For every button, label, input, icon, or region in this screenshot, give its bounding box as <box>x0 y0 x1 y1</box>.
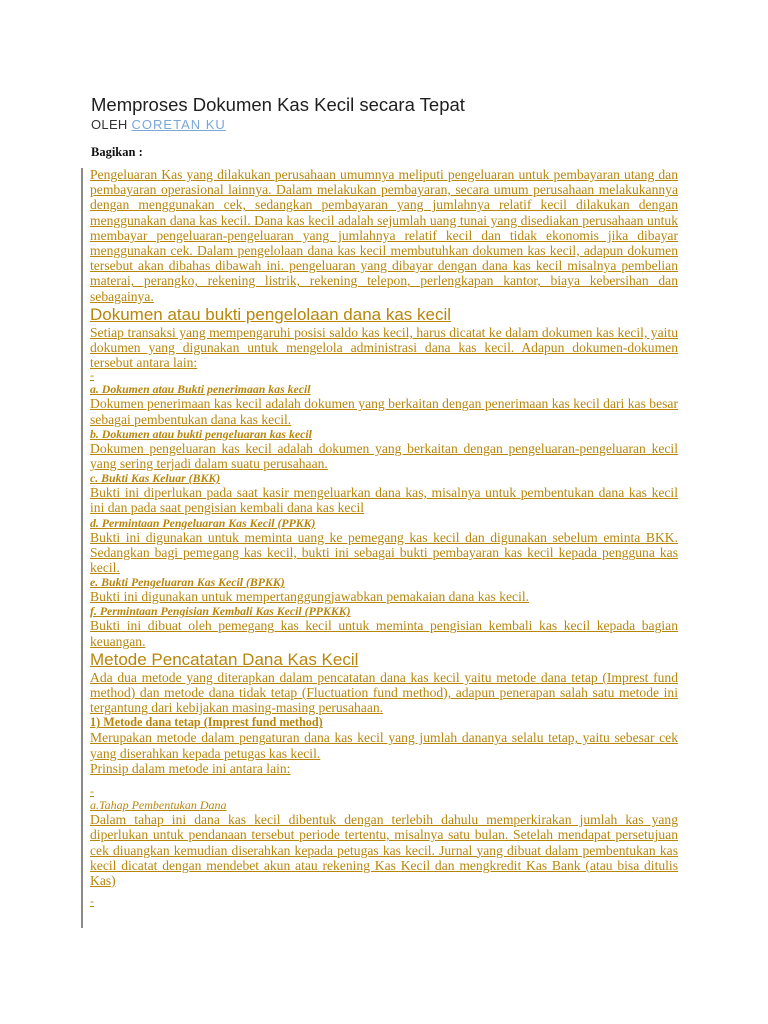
doc-item-title: a. Dokumen atau Bukti penerimaan kas kecil <box>90 382 311 397</box>
share-label: Bagikan : <box>91 145 143 159</box>
doc-item-title: f. Permintaan Pengisian Kembali Kas Kecil (PPKKK) <box>90 604 351 619</box>
doc-item-text: Dokumen pengeluaran kas kecil adalah dokumen yang berkaitan dengan pengeluaran-pengeluaran kecil yang sering terjadi dalam suatu perusahaan. <box>90 440 678 472</box>
author-link[interactable]: CORETAN KU <box>131 117 226 132</box>
stage-text: Dalam tahap ini dana kas kecil dibentuk dengan terlebih dahulu memperkirakan jumlah kas yang diperlukan untuk pendanaan tersebut periode tertentu, misalnya satu bulan. Setelah mendapat persetujuan cek diuangkan kemudian diserahkan kepada petugas kas kecil. Jurnal yang dibuat dalam pembentukan kas kecil dicatat dengan mendebet akun atau rekening Kas Kecil dan mengkredit Kas Bank (atau bisa ditulis Kas) <box>90 812 678 888</box>
byline-prefix: OLEH <box>91 117 128 132</box>
section-heading-methods: Metode Pencatatan Dana Kas Kecil <box>90 649 359 669</box>
dash-marker: - <box>90 894 94 909</box>
method-text: Merupakan metode dalam pengaturan dana kas kecil yang jumlah dananya selalu tetap, yaitu sebesar cek yang diserahkan kepada petugas kas kecil. <box>90 730 678 761</box>
page-title: Memproses Dokumen Kas Kecil secara Tepat <box>91 94 465 115</box>
doc-item-title: d. Permintaan Pengeluaran Kas Kecil (PPKK) <box>90 515 316 530</box>
stage-title: a.Tahap Pembentukan Dana <box>90 798 227 813</box>
doc-item-text: Bukti ini digunakan untuk mempertanggungjawabkan pemakaian dana kas kecil. <box>90 589 530 605</box>
dash-marker: - <box>90 784 94 799</box>
section-intro-documents: Setiap transaksi yang mempengaruhi posisi saldo kas kecil, harus dicatat ke dalam dokumen kas kecil, yaitu dokumen yang digunakan untuk mengelola administrasi dana kas kecil. Adapun dokumen-dokumen tersebut antara lain: <box>90 324 678 371</box>
doc-item-title: e. Bukti Pengeluaran Kas Kecil (BPKK) <box>90 575 285 590</box>
section-intro-methods: Ada dua metode yang diterapkan dalam pencatatan dana kas kecil yaitu metode dana tetap (Imprest fund method) dan metode dana tidak tetap (Fluctuation fund method), adapun penerapan salah satu metode ini tergantung dari kebijakan masing-masing perusahaan. <box>90 669 678 716</box>
doc-item-text: Dokumen penerimaan kas kecil adalah dokumen yang berkaitan dengan penerimaan kas kecil dari kas besar sebagai pembentukan dana kas kecil. <box>90 396 678 427</box>
principle-text: Prinsip dalam metode ini antara lain: <box>90 760 291 776</box>
left-margin-rule <box>81 168 83 928</box>
doc-item-title: b. Dokumen atau bukti pengeluaran kas kecil <box>90 426 312 441</box>
dash-marker: - <box>90 368 94 383</box>
doc-item-text: Bukti ini diperlukan pada saat kasir mengeluarkan dana kas, misalnya untuk pembentukan dana kas kecil ini dan pada saat pengisian kembali dana kas kecil <box>90 485 678 516</box>
byline <box>91 117 226 132</box>
doc-item-text: Bukti ini dibuat oleh pemegang kas kecil untuk meminta pengisian kembali kas kecil kepada bagian keuangan. <box>90 618 678 649</box>
section-heading-documents: Dokumen atau bukti pengelolaan dana kas kecil <box>90 304 452 324</box>
method-title: 1) Metode dana tetap (Imprest fund method) <box>90 715 323 730</box>
doc-item-text: Bukti ini digunakan untuk meminta uang ke pemegang kas kecil dan digunakan sebelum eminta BKK. Sedangkan bagi pemegang kas kecil, bukti ini sebagai bukti pembayaran kas kecil kepada pengguna kas kecil. <box>90 529 678 576</box>
article-body <box>90 167 678 908</box>
intro-paragraph: Pengeluaran Kas yang dilakukan perusahaan umumnya meliputi pengeluaran untuk pembayaran utang dan pembayaran operasional lainnya. Dalam melakukan pembayaran, secara umum perusahaan melakukannya dengan menggunakan cek, sedangkan pembayaran yang jumlahnya relatif kecil dilakukan dengan menggunakan dana kas kecil. Dana kas kecil adalah sejumlah uang tunai yang disediakan perusahaan untuk membayar pengeluaran-pengeluaran yang jumlahnya relatif kecil dan tidak ekonomis jika dibayar menggunakan cek. Dalam pengelolaan dana kas kecil membutuhkan dokumen kas kecil, adapun dokumen tersebut akan dibahas dibawah ini. pengeluaran yang dibayar dengan dana kas kecil misalnya pembelian materai, perangko, rekening listrik, rekening telepon, perlengkapan kantor, biaya kebersihan dan sebagainya. <box>90 167 678 304</box>
doc-item-title: c. Bukti Kas Keluar (BKK) <box>90 471 221 486</box>
